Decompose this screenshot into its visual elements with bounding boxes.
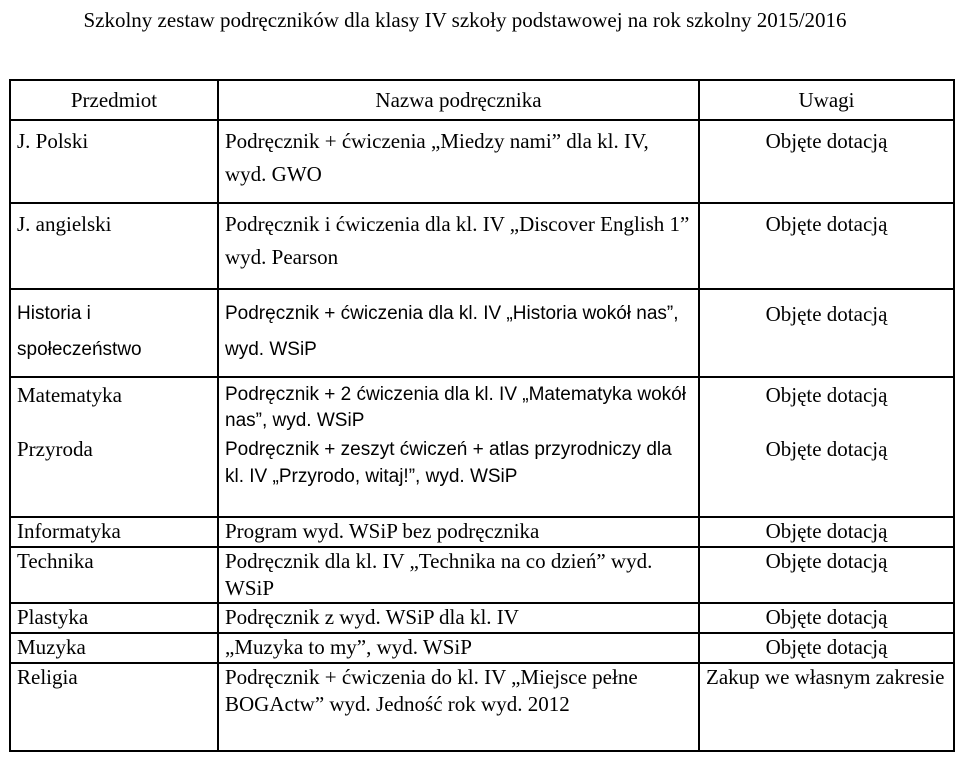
note-cell: Objęte dotacją [699,203,954,289]
subject-cell: Przyroda [10,436,218,517]
table-row [10,603,954,633]
table-row [10,663,954,751]
book-cell: Podręcznik + zeszyt ćwiczeń + atlas przyrodniczy dla kl. IV „Przyrodo, witaj!”, wyd. WSiP [218,436,699,517]
subject-cell: Historia i społeczeństwo [10,289,218,377]
book-cell: Program wyd. WSiP bez podręcznika [218,517,699,547]
note-cell: Objęte dotacją [699,120,954,203]
book-cell: Podręcznik + ćwiczenia „Miedzy nami” dla kl. IV, wyd. GWO [218,120,699,203]
note-cell: Objęte dotacją [699,289,954,377]
book-cell: Podręcznik dla kl. IV „Technika na co dzień” wyd. WSiP [218,547,699,603]
table-header-row [10,80,954,120]
subject-cell: Matematyka [10,377,218,436]
table-row [10,203,954,289]
book-cell: Podręcznik i ćwiczenia dla kl. IV „Discover English 1” wyd. Pearson [218,203,699,289]
table-row [10,289,954,377]
subject-cell: Muzyka [10,633,218,663]
subject-cell: Technika [10,547,218,603]
subject-cell: J. Polski [10,120,218,203]
textbook-table [9,79,955,752]
book-cell: Podręcznik + ćwiczenia dla kl. IV „Historia wokół nas”, wyd. WSiP [218,289,699,377]
note-cell: Objęte dotacją [699,633,954,663]
header-notes: Uwagi [699,80,954,120]
table-row [10,377,954,436]
table-row [10,436,954,517]
table-row [10,517,954,547]
subject-cell: Religia [10,663,218,751]
note-cell: Objęte dotacją [699,547,954,603]
table-row [10,547,954,603]
subject-cell: Plastyka [10,603,218,633]
book-cell: Podręcznik + ćwiczenia do kl. IV „Miejsce pełne BOGActw” wyd. Jedność rok wyd. 2012 [218,663,699,751]
book-cell: Podręcznik z wyd. WSiP dla kl. IV [218,603,699,633]
note-cell: Zakup we własnym zakresie [699,663,954,751]
book-cell: Podręcznik + 2 ćwiczenia dla kl. IV „Matematyka wokół nas”, wyd. WSiP [218,377,699,436]
subject-cell: J. angielski [10,203,218,289]
book-cell: „Muzyka to my”, wyd. WSiP [218,633,699,663]
header-subject: Przedmiot [10,80,218,120]
note-cell: Objęte dotacją [699,377,954,436]
table-row [10,633,954,663]
document-title: Szkolny zestaw podręczników dla klasy IV szkoły podstawowej na rok szkolny 2015/2016 [83,8,847,32]
note-cell: Objęte dotacją [699,603,954,633]
note-cell: Objęte dotacją [699,436,954,517]
note-cell: Objęte dotacją [699,517,954,547]
table-row [10,120,954,203]
header-book: Nazwa podręcznika [218,80,699,120]
subject-cell: Informatyka [10,517,218,547]
